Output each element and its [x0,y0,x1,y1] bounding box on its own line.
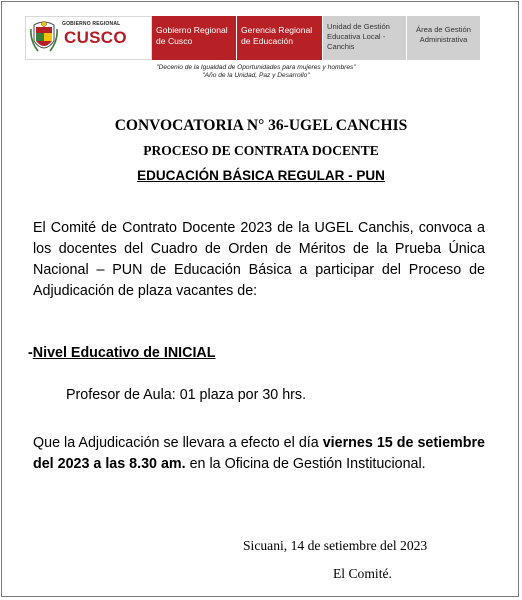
adjudication-text-2: en la Oficina de Gestión Institucional. [185,456,426,472]
document-title: CONVOCATORIA N° 36-UGEL CANCHIS [114,117,408,134]
logo-block [25,16,152,60]
position-line [66,387,306,403]
adjudication-text-1: Que la Adjudicación se llevara a efecto el día [33,435,323,451]
document-subtitle: PROCESO DE CONTRATA DOCENTE [143,143,379,158]
level-name: Nivel Educativo de INICIAL [32,345,216,361]
slogan-decade: "Decenio de la Igualdad de Oportunidades para mujeres y hombres" [156,64,356,71]
level-prefix: - [28,345,33,361]
logo-caption: GOBIERNO REGIONAL [62,21,121,27]
header-cell-gerencia: Gerencia Regional de Educación [236,16,322,60]
header-cell-area: Área de Gestión Administrativa [406,16,480,60]
cusco-logo: CUSCO [64,28,127,47]
coat-of-arms-icon [30,19,58,57]
intro-paragraph: El Comité de Contrato Docente 2023 de la UGEL Canchis, convoca a los docentes del Cuadro de Orden de Méritos de la Prueba Única Nacional – PUN de Educación Básica a participar del Proceso de Adjudicación de plaza vacantes de: [33,220,485,299]
position-label: Profesor de Aula: [66,387,176,403]
adjudication-paragraph [33,433,485,475]
place-date: Sicuani, 14 de setiembre del 2023 [243,538,428,553]
position-value: 01 plaza por 30 hrs. [179,387,307,403]
signature: El Comité. [333,566,392,581]
slogan-year: "Año de la Unidad, Paz y Desarrollo" [202,72,310,79]
header-cell-gobierno: Gobierno Regional de Cusco [152,16,236,60]
adjudication-date: viernes 15 de setiembre del 2023 a las 8.30 am. [33,435,486,472]
level-heading [28,345,215,361]
header-cell-ugel: Unidad de Gestión Educativa Local - Canchis [322,16,406,60]
letterhead [25,16,480,60]
document-section: EDUCACIÓN BÁSICA REGULAR - PUN [137,168,385,183]
